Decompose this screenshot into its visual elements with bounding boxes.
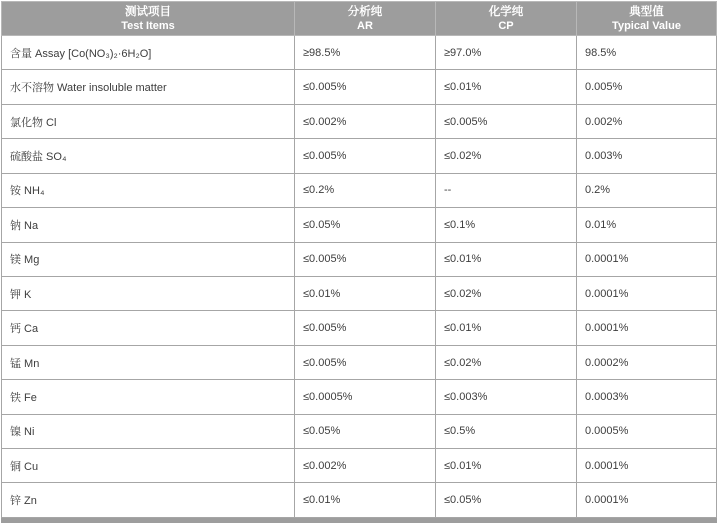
col-header-typical-value-en: Typical Value: [612, 19, 681, 32]
cp-value-cell: ≤0.005%: [436, 104, 577, 138]
ar-value-cell: ≤0.2%: [295, 173, 436, 207]
col-header-test-items-zh: 测试项目: [125, 5, 171, 18]
typical-value-cell: 0.003%: [577, 139, 717, 173]
cp-value-cell: ≤0.01%: [436, 70, 577, 104]
test-item-cell: 含量 Assay [Co(NO₃)₂·6H₂O]: [2, 36, 295, 70]
typical-value-cell: 0.0003%: [577, 380, 717, 414]
table-row: [2, 242, 717, 276]
cp-value-cell: ≤0.01%: [436, 311, 577, 345]
header-row: [2, 2, 717, 36]
cp-value-cell: ≤0.01%: [436, 449, 577, 483]
test-item-cell: 硫酸盐 SO₄: [2, 139, 295, 173]
col-header-typical-value: [577, 2, 717, 36]
col-header-ar-zh: 分析纯: [347, 5, 383, 18]
table-row: [2, 414, 717, 448]
ar-value-cell: ≤0.005%: [295, 139, 436, 173]
spec-table: [1, 1, 717, 518]
typical-value-cell: 98.5%: [577, 36, 717, 70]
table-row: [2, 345, 717, 379]
table-row: [2, 139, 717, 173]
ar-value-cell: ≤0.05%: [295, 208, 436, 242]
test-item-cell: 铜 Cu: [2, 449, 295, 483]
typical-value-cell: 0.002%: [577, 104, 717, 138]
typical-value-cell: 0.0001%: [577, 242, 717, 276]
ar-value-cell: ≤0.05%: [295, 414, 436, 448]
ar-value-cell: ≤0.005%: [295, 242, 436, 276]
test-item-cell: 水不溶物 Water insoluble matter: [2, 70, 295, 104]
cp-value-cell: ≤0.02%: [436, 345, 577, 379]
table-row: [2, 380, 717, 414]
test-item-cell: 锰 Mn: [2, 345, 295, 379]
test-item-cell: 镁 Mg: [2, 242, 295, 276]
col-header-ar: [295, 2, 436, 36]
ar-value-cell: ≤0.002%: [295, 104, 436, 138]
ar-value-cell: ≤0.005%: [295, 345, 436, 379]
table-row: [2, 311, 717, 345]
test-item-cell: 钙 Ca: [2, 311, 295, 345]
table-row: [2, 36, 717, 70]
test-item-cell: 铁 Fe: [2, 380, 295, 414]
ar-value-cell: ≥98.5%: [295, 36, 436, 70]
table-row: [2, 173, 717, 207]
col-header-typical-value-zh: 典型值: [629, 5, 664, 18]
test-item-cell: 钠 Na: [2, 208, 295, 242]
cp-value-cell: --: [436, 173, 577, 207]
col-header-test-items-en: Test Items: [121, 19, 175, 32]
cp-value-cell: ≤0.02%: [436, 276, 577, 310]
cp-value-cell: ≤0.1%: [436, 208, 577, 242]
table-row: [2, 208, 717, 242]
table-row: [2, 104, 717, 138]
test-item-cell: 铵 NH₄: [2, 173, 295, 207]
typical-value-cell: 0.0005%: [577, 414, 717, 448]
ar-value-cell: ≤0.002%: [295, 449, 436, 483]
test-item-cell: 镍 Ni: [2, 414, 295, 448]
cp-value-cell: ≤0.003%: [436, 380, 577, 414]
typical-value-cell: 0.0001%: [577, 449, 717, 483]
ar-value-cell: ≤0.01%: [295, 483, 436, 518]
test-item-cell: 氯化物 Cl: [2, 104, 295, 138]
ar-value-cell: ≤0.01%: [295, 276, 436, 310]
cp-value-cell: ≤0.05%: [436, 483, 577, 518]
ar-value-cell: ≤0.005%: [295, 70, 436, 104]
typical-value-cell: 0.01%: [577, 208, 717, 242]
typical-value-cell: 0.0002%: [577, 345, 717, 379]
cp-value-cell: ≤0.01%: [436, 242, 577, 276]
typical-value-cell: 0.0001%: [577, 483, 717, 518]
table-row: [2, 70, 717, 104]
table-row: [2, 483, 717, 518]
col-header-test-items: [2, 2, 295, 36]
table-bottom-bar: [1, 518, 717, 523]
typical-value-cell: 0.2%: [577, 173, 717, 207]
col-header-ar-en: AR: [357, 19, 373, 32]
cp-value-cell: ≤0.5%: [436, 414, 577, 448]
ar-value-cell: ≤0.005%: [295, 311, 436, 345]
cp-value-cell: ≥97.0%: [436, 36, 577, 70]
col-header-cp: [436, 2, 577, 36]
test-item-cell: 钾 K: [2, 276, 295, 310]
ar-value-cell: ≤0.0005%: [295, 380, 436, 414]
typical-value-cell: 0.0001%: [577, 311, 717, 345]
test-item-cell: 锌 Zn: [2, 483, 295, 518]
cp-value-cell: ≤0.02%: [436, 139, 577, 173]
typical-value-cell: 0.0001%: [577, 276, 717, 310]
col-header-cp-zh: 化学纯: [488, 5, 524, 18]
table-row: [2, 449, 717, 483]
typical-value-cell: 0.005%: [577, 70, 717, 104]
table-row: [2, 276, 717, 310]
col-header-cp-en: CP: [498, 19, 514, 32]
